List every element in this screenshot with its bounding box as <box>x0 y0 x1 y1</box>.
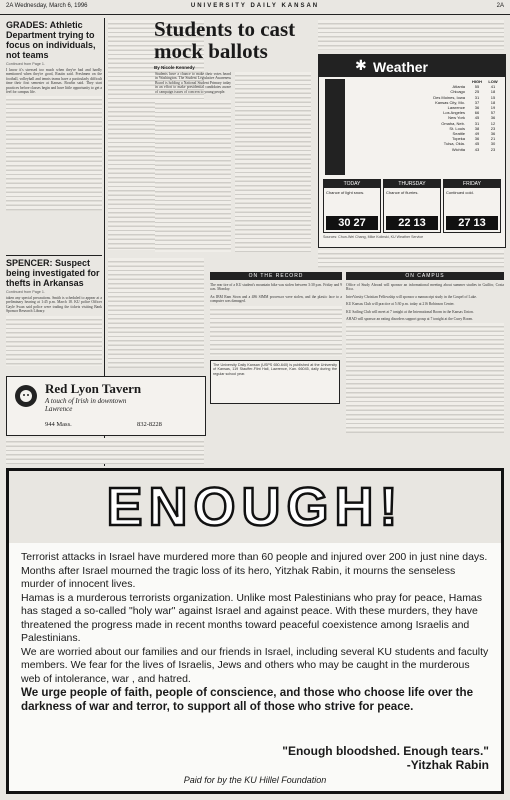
forecast-thursday-temp: 22 13 <box>386 216 438 230</box>
weather-box <box>318 54 506 248</box>
on-campus <box>346 272 504 433</box>
spencer-article <box>6 258 102 366</box>
weather-city: Des Moines, Iowa <box>433 94 465 100</box>
spencer-headline: SPENCER: Suspect being investigated for thefts in Arkansas <box>6 258 100 288</box>
weather-city: Los Angeles <box>443 110 465 116</box>
weather-low-header: LOW <box>488 79 498 84</box>
spencer-body: taken any special precautions. Smith is scheduled to appear at a preliminary hearing at 1:45 p.m. March 18. KU police Officer Gayle Swan said police were trading the tickets visiting Bank Sponsor Research Library. <box>6 296 102 314</box>
on-the-record <box>210 272 342 356</box>
forecast-today-day: TODAY <box>324 180 380 188</box>
weather-title: Weather <box>373 59 428 75</box>
forecast-thursday-desc: Chance of flurries. <box>386 190 419 195</box>
weather-row <box>347 147 501 152</box>
enough-ad <box>6 468 504 794</box>
paid-for-line: Paid for by the KU Hillel Foundation <box>183 775 327 785</box>
rabin-quote: "Enough bloodshed. Enough tears." <box>282 744 489 758</box>
forecast-friday <box>443 179 501 233</box>
red-lyon-phone: 832-8228 <box>137 421 162 428</box>
enough-title-panel <box>9 471 501 543</box>
weather-high: 45 <box>474 115 480 121</box>
forecast-today <box>323 179 381 233</box>
weather-low: 23 <box>490 125 496 131</box>
red-lyon-tagline: A touch of Irish in downtown Lawrence <box>45 397 127 413</box>
ballots-text-col2 <box>235 72 311 252</box>
campus-item-5: AHAD will sponsor an eating disorders support group at 7 tonight at the Curry Room. <box>346 317 474 322</box>
forecast-thursday-day: THURSDAY <box>384 180 440 188</box>
ad-paragraph-3: We are worried about our families and our friends in Israel, including several KU students and faculty members. We fear for the lives of Israelis, Jews and others who may be caught in the murderous web of intolerance, war , and hatred. <box>21 645 489 685</box>
spencer-continued: Continued from Page 1. <box>6 290 45 294</box>
weather-low: 15 <box>490 94 496 100</box>
grades-article <box>6 20 102 211</box>
weather-high-header: HIGH <box>472 79 482 84</box>
ballots-body: Students have a chance to make their votes heard in Washington. The Student Legislative Awareness Board is holding a National Student Primary today in an effort to make presidential candidates aware of campaign issues of concern to young people. <box>155 72 231 94</box>
masthead-paper-name: UNIVERSITY DAILY KANSAN <box>190 3 320 9</box>
on-campus-title: ON CAMPUS <box>346 272 504 280</box>
forecast-friday-day: FRIDAY <box>444 180 500 188</box>
weather-low: 36 <box>490 131 496 137</box>
weather-high: 37 <box>474 99 480 105</box>
red-lyon-name: Red Lyon Tavern <box>45 381 142 396</box>
weather-low: 19 <box>490 105 496 111</box>
forecast-friday-temp: 27 13 <box>446 216 498 230</box>
weather-city: Lawrence <box>447 105 465 111</box>
weather-city: St. Louis <box>449 125 465 131</box>
weather-city: Chicago <box>450 89 465 95</box>
weather-low: 57 <box>490 110 496 116</box>
ad-paragraph-1: Terrorist attacks in Israel have murdered more than 60 people and injured over 200 in just nine days. Months after Israel mourned the tragic loss of its hero, Yitzhak Rabin, it mourns the senseless murder of innocent lives. <box>21 551 488 590</box>
record-more-text <box>210 306 342 356</box>
enough-ad-body <box>21 551 491 714</box>
weather-high: 31 <box>474 94 480 100</box>
postal-statement: The University Daily Kansan (USPS 650-640) is published at the University of Kansas, 119 Stauffer-Flint Hall, Lawrence, Kan. 66045, daily during the regular school year. <box>213 363 337 376</box>
weather-city: Kansas City, Mo. <box>435 99 465 105</box>
grades-body-continued <box>6 96 102 211</box>
masthead-date: 2A Wednesday, March 6, 1996 <box>6 3 88 9</box>
weather-high: 38 <box>474 125 480 131</box>
weather-high: 66 <box>474 110 480 116</box>
record-item-1: The rear tire of a KU student's mountain bike was stolen between 3:30 p.m. Friday and 9 a.m. Monday. <box>210 283 342 292</box>
grades-body: I know it's stressed too much when they're bad and hardly mentioned when they're good, Rustin said. Freshmen on the football, volleyball and tennis teams have a particularly difficult time their first semester at Kansas. Bowlin said. They start practices before classes begin and have little opportunity to get a feel for campus life. <box>6 68 102 95</box>
ballots-byline: By Nicole Kennedy <box>154 65 195 70</box>
weather-low: 30 <box>490 141 496 147</box>
weather-low: 21 <box>490 136 496 142</box>
ad-paragraph-2: Hamas is a murderous terrorists organization. Unlike most Palestinians who pray for peace, Hamas has staged a so-called "holy war" against Israel and against peace. With these murders, they have threatened the progress made in recent months toward peaceful coexistence among Israelis and Palestinians. <box>21 591 483 644</box>
weather-high: 49 <box>474 131 480 137</box>
weather-city: Atlanta <box>452 84 465 90</box>
masthead-page-number: 2A <box>496 3 504 9</box>
campus-item-4: KU Sailing Club will meet at 7 tonight at the International Room in the Kansas Union. <box>346 309 474 314</box>
red-lyon-address: 944 Mass. <box>45 421 72 428</box>
on-the-record-title: ON THE RECORD <box>210 272 342 280</box>
rabin-attribution: -Yitzhak Rabin <box>406 758 489 772</box>
campus-item-1: Office of Study Abroad will sponsor an informational meeting about summer studies in Guilfor, Costa Rica. <box>346 283 504 292</box>
weather-credit: Sources: Chun-Wei Chang, Mike Kolinski, KU Weather Service <box>323 235 424 239</box>
ballots-text-col3 <box>318 20 504 50</box>
weather-city: Wichita <box>451 146 465 152</box>
weather-high: 36 <box>474 105 480 111</box>
grades-headline: GRADES: Athletic Department trying to focus on individuals, not teams <box>6 20 96 60</box>
weather-city: Tulsa, Okla. <box>443 141 465 147</box>
weather-high: 55 <box>474 84 480 90</box>
campus-more-text <box>346 323 504 433</box>
weather-high: 31 <box>474 120 480 126</box>
weather-high: 36 <box>474 136 480 142</box>
weather-city: Topeka <box>452 136 465 142</box>
spencer-continuation-text <box>6 438 204 464</box>
postal-box <box>210 360 340 404</box>
weather-city: Seattle <box>452 131 465 137</box>
forecast-thursday <box>383 179 441 233</box>
section-rule <box>6 255 102 256</box>
campus-item-2: InterVarsity Christian Fellowship will sponsor a manuscript study in the Gospel of Luke. <box>346 294 477 299</box>
weather-city: New York <box>448 115 465 121</box>
masthead <box>0 0 510 15</box>
weather-high: 25 <box>474 89 480 95</box>
lion-icon <box>13 383 39 409</box>
weather-side-bar <box>325 79 345 175</box>
ballots-headline: Students to cast mock ballots <box>154 17 296 63</box>
weather-low: 18 <box>490 99 496 105</box>
ballots-article <box>110 18 310 70</box>
enough-title: ENOUGH! <box>106 477 404 537</box>
forecast-friday-desc: Continued cold. <box>446 190 474 195</box>
weather-low: 36 <box>490 115 496 121</box>
forecast-today-temp: 30 27 <box>326 216 378 230</box>
forecast-today-desc: Chance of light snow. <box>326 190 365 195</box>
grades-continued: Continued from Page 1. <box>6 62 45 66</box>
weather-rows <box>347 84 501 152</box>
record-item-2: An IBM Ram Stron and a 486 SIMM processor were stolen, and the plastic face to a computer was damaged. <box>210 294 342 304</box>
weather-low: 41 <box>490 84 496 90</box>
weather-high: 45 <box>474 141 480 147</box>
weather-low: 12 <box>490 120 496 126</box>
weather-low: 18 <box>490 89 496 95</box>
weather-low: 23 <box>490 146 496 152</box>
ballots-text-col3-end <box>318 250 504 268</box>
red-lyon-ad <box>6 376 206 436</box>
spencer-body-continued <box>6 316 102 366</box>
weather-high: 43 <box>474 146 480 152</box>
campus-item-3: KU Kansas Club will practice at 5:30 p.m. today at 216 Robinson Center. <box>346 302 455 307</box>
weather-table <box>347 79 501 152</box>
ad-paragraph-4: We urge people of faith, people of conscience, and those who choose life over the darkness of war and terror, to support all of those who strive for peace. <box>21 686 474 713</box>
ballots-text-col1 <box>155 100 231 252</box>
weather-city: Omaha, Neb. <box>441 120 465 126</box>
spencer-text-column <box>108 258 204 368</box>
sun-icon: ✱ <box>355 57 367 73</box>
